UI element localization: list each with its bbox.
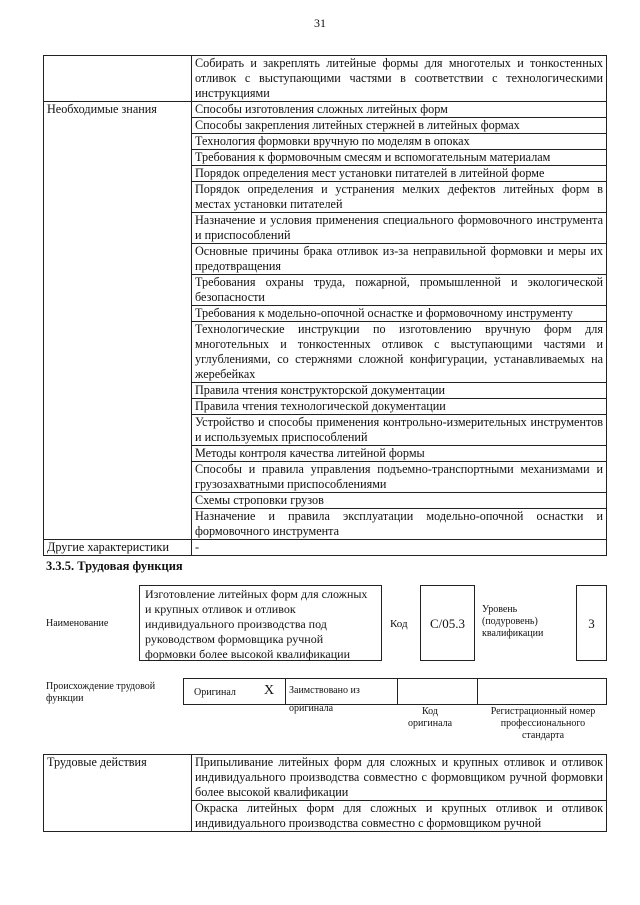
row-label-empty xyxy=(44,56,192,102)
original-mark: X xyxy=(264,683,275,698)
row-item: Технология формовки вручную по моделям в опоках xyxy=(192,134,607,150)
page-number: 31 xyxy=(314,16,326,30)
row-item: Схемы строповки грузов xyxy=(192,493,607,509)
name-label: Наименование xyxy=(46,618,109,629)
borrowed-label: Заимствовано из оригинала xyxy=(289,685,360,714)
reg-caption: Регистрационный номер профессионального стандарта xyxy=(490,706,596,741)
row-item: Правила чтения технологической документации xyxy=(192,399,607,415)
code-label: Код xyxy=(390,618,408,630)
code-caption: Код оригинала xyxy=(407,706,453,729)
row-item: Окраска литейных форм для сложных и крупных отливок и отливок индивидуального производства совместно с формовщиком ручной xyxy=(192,801,607,832)
table-row xyxy=(44,56,607,102)
row-item: Требования охраны труда, пожарной, промышленной и экологической безопасности xyxy=(192,275,607,306)
row-label-other: Другие характеристики xyxy=(44,540,192,556)
table-row xyxy=(44,540,607,556)
origin-label: Происхождение трудовой функции xyxy=(46,681,156,704)
section-title: 3.3.5. Трудовая функция xyxy=(46,559,183,573)
function-level: 3 xyxy=(576,585,607,661)
row-item: Назначение и условия применения специального формовочного инструмента и приспособлений xyxy=(192,213,607,244)
origin-code-cell xyxy=(397,678,478,705)
row-item: - xyxy=(192,540,607,556)
row-item: Назначение и правила эксплуатации модельно-опочной оснастки и формовочного инструмента xyxy=(192,509,607,540)
row-item: Требования к модельно-опочной оснастке и формовочному инструменту xyxy=(192,306,607,322)
function-code: С/05.3 xyxy=(420,585,475,661)
row-item: Методы контроля качества литейной формы xyxy=(192,446,607,462)
labor-actions-table xyxy=(43,754,607,832)
table-row xyxy=(44,755,607,801)
row-item: Технологические инструкции по изготовлению вручную форм для многотельных и тонкостенных отливок с выступающими частями и углублениями, со стержнями сложной конфигурации, устанавливаемых на жеребейках xyxy=(192,322,607,383)
row-label-actions: Трудовые действия xyxy=(44,755,192,832)
origin-original-cell xyxy=(183,678,286,705)
row-label-knowledge: Необходимые знания xyxy=(44,102,192,540)
knowledge-table xyxy=(43,55,607,556)
row-item: Правила чтения конструкторской документации xyxy=(192,383,607,399)
row-item: Устройство и способы применения контрольно-измерительных инструментов и используемых приспособлений xyxy=(192,415,607,446)
row-item: Способы и правила управления подъемно-транспортными механизмами и грузозахватными приспособлениями xyxy=(192,462,607,493)
row-item: Порядок определения и устранения мелких дефектов литейных форм в местах установки питателей xyxy=(192,182,607,213)
origin-reg-cell xyxy=(477,678,607,705)
row-item: Требования к формовочным смесям и вспомогательным материалам xyxy=(192,150,607,166)
original-label: Оригинал xyxy=(194,687,236,698)
row-item: Собирать и закреплять литейные формы для многотелых и тонкостенных отливок с выступающими частями в соответствии с технологическими инструкциями xyxy=(192,56,607,102)
level-label: Уровень (подуровень) квалификации xyxy=(482,604,544,639)
row-item: Припыливание литейных форм для сложных и крупных отливок и отливок индивидуального производства совместно с формовщиком ручной формовки более высокой квалификации xyxy=(192,755,607,801)
function-name: Изготовление литейных форм для сложных и крупных отливок и отливок индивидуального производства под руководством формовщика ручной формовки более высокой квалификации xyxy=(139,585,382,661)
row-item: Способы изготовления сложных литейных форм xyxy=(192,102,607,118)
row-item: Основные причины брака отливок из-за неправильной формовки и меры их предотвращения xyxy=(192,244,607,275)
borrowed-cell xyxy=(285,678,398,714)
row-item: Порядок определения мест установки питателей в литейной форме xyxy=(192,166,607,182)
row-item: Способы закрепления литейных стержней в литейных формах xyxy=(192,118,607,134)
table-row xyxy=(44,102,607,118)
